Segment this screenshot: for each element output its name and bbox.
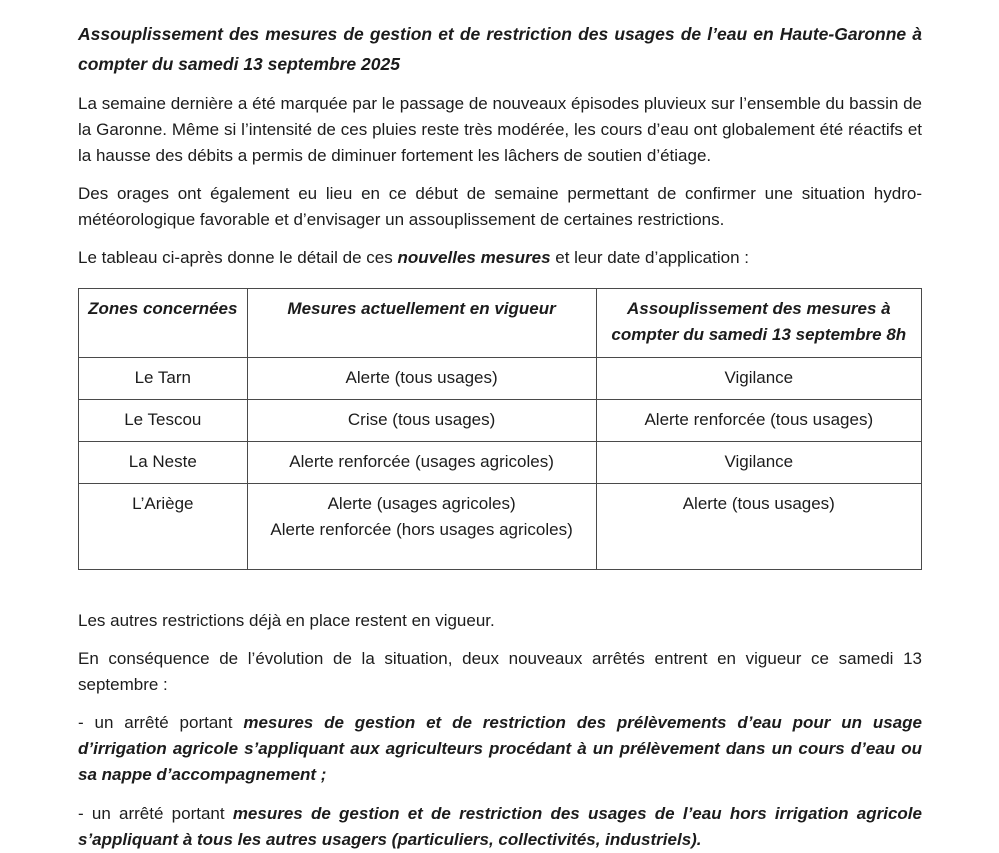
current-measure-cell: Crise (tous usages) [247,400,596,442]
table-row-neste [79,442,922,484]
table-row-tescou [79,400,922,442]
eased-measure-cell: Alerte renforcée (tous usages) [596,400,921,442]
table-intro-suffix: et leur date d’application : [550,248,749,267]
bullet-prefix: - un arrêté portant [78,804,233,823]
eased-measure-cell: Vigilance [596,442,921,484]
zone-cell: Le Tarn [79,358,248,400]
zone-cell: La Neste [79,442,248,484]
table-header-zones: Zones concernées [79,289,248,358]
eased-measure-cell: Alerte (tous usages) [596,484,921,570]
paragraph-other-restrictions: Les autres restrictions déjà en place restent en vigueur. [78,611,495,630]
bullet-emphasis: mesures de gestion et de restriction des usages de l’eau hors irrigation agricole s’appliquant à tous les autres usagers (particuliers, collectivités, industriels). [78,804,922,849]
table-row-ariege [79,484,922,570]
zone-cell: L’Ariège [79,484,248,570]
table-intro-emphasis: nouvelles mesures [397,248,551,267]
current-measure-line: Alerte renforcée (hors usages agricoles) [270,520,573,539]
table-header-eased-measures: Assouplissement des mesures à compter du samedi 13 septembre 8h [596,289,921,358]
current-measure-line: Alerte (usages agricoles) [327,494,516,513]
bullet-emphasis: mesures de gestion et de restriction des prélèvements d’eau pour un usage d’irrigation agricole s’appliquant aux agriculteurs procédant à un prélèvement dans un cours d’eau ou sa nappe d’accompagnement ; [78,713,922,784]
document-title: Assouplissement des mesures de gestion et de restriction des usages de l’eau en Haute-Garonne à compter du samedi 13 septembre 2025 [78,24,922,74]
current-measure-cell: Alerte renforcée (usages agricoles) [247,442,596,484]
table-header-row [79,289,922,358]
paragraph-consequence: En conséquence de l’évolution de la situation, deux nouveaux arrêtés entrent en vigueur ce samedi 13 septembre : [78,649,922,694]
bullet-irrigation-decree [78,710,922,788]
bullet-other-uses-decree [78,801,922,853]
measures-table [78,288,922,570]
table-row-tarn [79,358,922,400]
current-measure-cell [247,484,596,570]
paragraph-storms: Des orages ont également eu lieu en ce début de semaine permettant de confirmer une situation hydro-météorologique favorable et d’envisager un assouplissement de certaines restrictions. [78,184,922,229]
current-measure-cell: Alerte (tous usages) [247,358,596,400]
paragraph-rain-episodes: La semaine dernière a été marquée par le passage de nouveaux épisodes pluvieux sur l’ensemble du bassin de la Garonne. Même si l’intensité de ces pluies reste très modérée, les cours d’eau ont globalement été réactifs et la hausse des débits a permis de diminuer fortement les lâchers de soutien d’étiage. [78,94,922,165]
zone-cell: Le Tescou [79,400,248,442]
bullet-prefix: - un arrêté portant [78,713,244,732]
table-header-current-measures: Mesures actuellement en vigueur [247,289,596,358]
table-intro [78,245,922,271]
table-intro-prefix: Le tableau ci-après donne le détail de ces [78,248,398,267]
eased-measure-cell: Vigilance [596,358,921,400]
